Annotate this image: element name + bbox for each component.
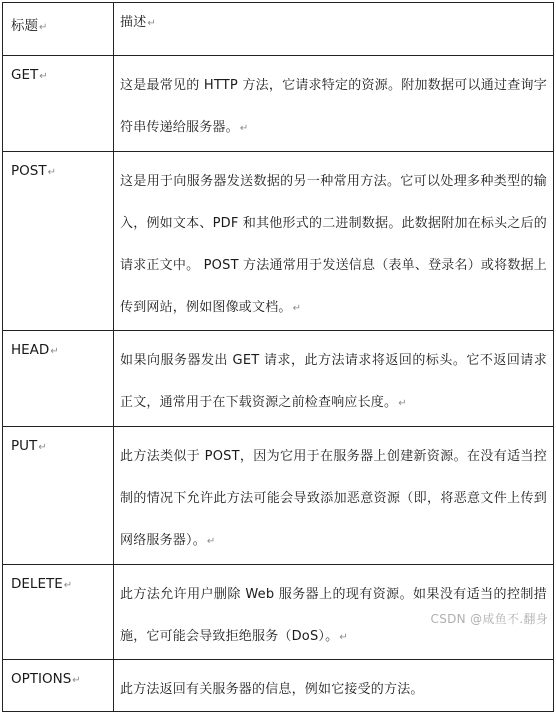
paragraph-mark-icon: ↵: [206, 536, 216, 547]
table-row-head: [3, 331, 554, 427]
table-row-get: [3, 56, 554, 152]
paragraph-mark-icon: ↵: [292, 303, 302, 314]
table-header-row: [3, 3, 554, 56]
method-description: 如果向服务器发出 GET 请求，此方法请求将返回的标头。它不返回请求正文，通常用于在下载资源之前检查响应长度。: [120, 353, 547, 410]
paragraph-mark-icon: ↵: [339, 632, 348, 643]
method-description: 此方法返回有关服务器的信息，例如它接受的方法。: [120, 682, 424, 697]
method-name: GET: [11, 67, 39, 83]
paragraph-mark-icon: ↵: [38, 442, 47, 453]
paragraph-mark-icon: ↵: [39, 22, 48, 33]
paragraph-mark-icon: ↵: [239, 123, 249, 134]
table-row-post: [3, 152, 554, 331]
header-title-text: 标题: [11, 18, 38, 34]
paragraph-mark-icon: ↵: [147, 18, 156, 29]
paragraph-mark-icon: ↵: [47, 167, 56, 178]
header-cell-description: [114, 3, 554, 56]
method-name: DELETE: [11, 576, 63, 592]
method-cell: [3, 56, 114, 152]
paragraph-mark-icon: ↵: [39, 71, 48, 82]
method-cell: [3, 565, 114, 660]
table-row-put: [3, 427, 554, 565]
http-methods-table: [2, 2, 554, 712]
paragraph-mark-icon: ↵: [50, 346, 59, 357]
paragraph-mark-icon: ↵: [72, 675, 81, 686]
method-description: 此方法允许用户删除 Web 服务器上的现有资源。如果没有适当的控制措施，它可能会导致拒绝服务（DoS）。: [120, 587, 547, 644]
method-name: POST: [11, 163, 47, 179]
description-cell: [114, 331, 554, 427]
header-cell-title: [3, 3, 114, 56]
csdn-watermark: CSDN @咸鱼不.翻身: [430, 612, 548, 626]
method-cell: [3, 152, 114, 331]
description-cell: [114, 152, 554, 331]
paragraph-mark-icon: ↵: [398, 398, 407, 409]
method-description: 此方法类似于 POST，因为它用于在服务器上创建新资源。在没有适当控制的情况下允许此方法可能会导致添加恶意资源（即，将恶意文件上传到网络服务器）。: [120, 449, 547, 548]
description-cell: [114, 427, 554, 565]
description-cell: [114, 56, 554, 152]
method-description: 这是最常见的 HTTP 方法，它请求特定的资源。附加数据可以通过查询字符串传递给服务器。: [120, 78, 547, 135]
method-name: OPTIONS: [11, 671, 72, 687]
table-row-options: [3, 660, 554, 712]
method-name: PUT: [11, 438, 38, 454]
method-cell: [3, 660, 114, 712]
description-cell: [114, 660, 554, 712]
method-cell: [3, 427, 114, 565]
header-description-text: 描述: [120, 15, 147, 30]
method-cell: [3, 331, 114, 427]
method-name: HEAD: [11, 342, 50, 358]
method-description: 这是用于向服务器发送数据的另一种常用方法。它可以处理多种类型的输入，例如文本、PDF 和其他形式的二进制数据。此数据附加在标头之后的请求正文中。 POST 方法通常用于发送信息（表单、登录名）或将数据上传到网站，例如图像或文档。: [120, 174, 547, 315]
paragraph-mark-icon: ↵: [63, 580, 73, 591]
